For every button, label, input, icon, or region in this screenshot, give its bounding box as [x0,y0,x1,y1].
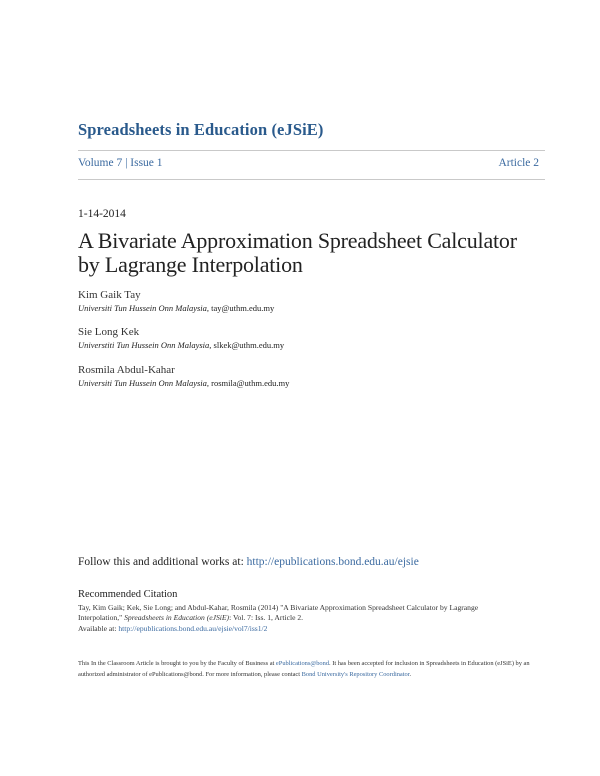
repository-notice [78,659,533,680]
volume-issue-separator: | [122,157,131,169]
follow-text: Follow this and additional works at: [78,556,247,568]
volume-issue-line [78,157,545,169]
author-affiliation [78,340,284,350]
author-affiliation [78,303,274,313]
author-email[interactable]: , rosmila@uthm.edu.my [206,378,290,388]
citation-text: Interpolation," [78,613,125,623]
notice-text: . It has been accepted for inclusion in Spreadsheets in Education (eJSiE) by an authorized administrator of ePublications@bond. For more information, please contact [78,660,530,678]
citation-line-1: Tay, Kim Gaik; Kek, Sie Long; and Abdul-Kahar, Rosmila (2014) "A Bivariate Approximation Spreadsheet Calculator by Lagrange [78,603,479,612]
epublications-link[interactable]: ePublications@bond [275,660,330,667]
citation-link[interactable]: http://epublications.bond.edu.au/ejsie/vol7/iss1/2 [118,623,268,633]
follow-line [78,556,419,568]
notice-text: . [409,670,412,678]
citation-line-3 [78,624,533,634]
citation-line-2 [78,613,533,623]
notice-text: This In the Classroom Article is brought to you by the Faculty of Business at [78,660,276,667]
article-title-line-1: A Bivariate Approximation Spreadsheet Calculator [78,228,517,253]
affiliation-name: Universtiti Tun Hussein Onn Malaysia [78,340,210,350]
author-name: Rosmila Abdul-Kahar [78,364,175,376]
affiliation-name: Universiti Tun Hussein Onn Malaysia [78,303,207,313]
article-title-line-2: by Lagrange Interpolation [78,252,303,277]
author-name: Kim Gaik Tay [78,289,141,301]
affiliation-name: Universiti Tun Hussein Onn Malaysia [78,378,207,388]
author-block-1 [78,289,274,313]
author-name: Sie Long Kek [78,326,140,338]
journal-title[interactable]: Spreadsheets in Education (eJSiE) [78,120,324,139]
repository-coordinator-link[interactable]: Bond University's Repository Coordinator [301,670,410,678]
volume-link[interactable]: Volume 7 [78,157,123,169]
citation-journal: Spreadsheets in Education (eJSiE) [124,613,230,623]
author-affiliation [78,378,289,388]
author-email[interactable]: , tay@uthm.edu.my [206,303,275,313]
recommended-citation [78,603,533,634]
author-block-3 [78,364,289,388]
top-divider [78,150,545,151]
issue-link[interactable]: Issue 1 [130,157,163,169]
article-title [78,229,548,277]
recommended-citation-heading: Recommended Citation [78,589,178,600]
available-at-label: Available at: [78,623,119,633]
citation-volume: : Vol. 7: Iss. 1, Article 2. [229,613,304,623]
bottom-divider [78,179,545,180]
author-block-2 [78,326,284,350]
follow-link[interactable]: http://epublications.bond.edu.au/ejsie [246,556,419,568]
publication-date: 1-14-2014 [78,208,126,220]
author-email[interactable]: , slkek@uthm.edu.my [209,340,285,350]
article-link[interactable]: Article 2 [498,157,539,169]
